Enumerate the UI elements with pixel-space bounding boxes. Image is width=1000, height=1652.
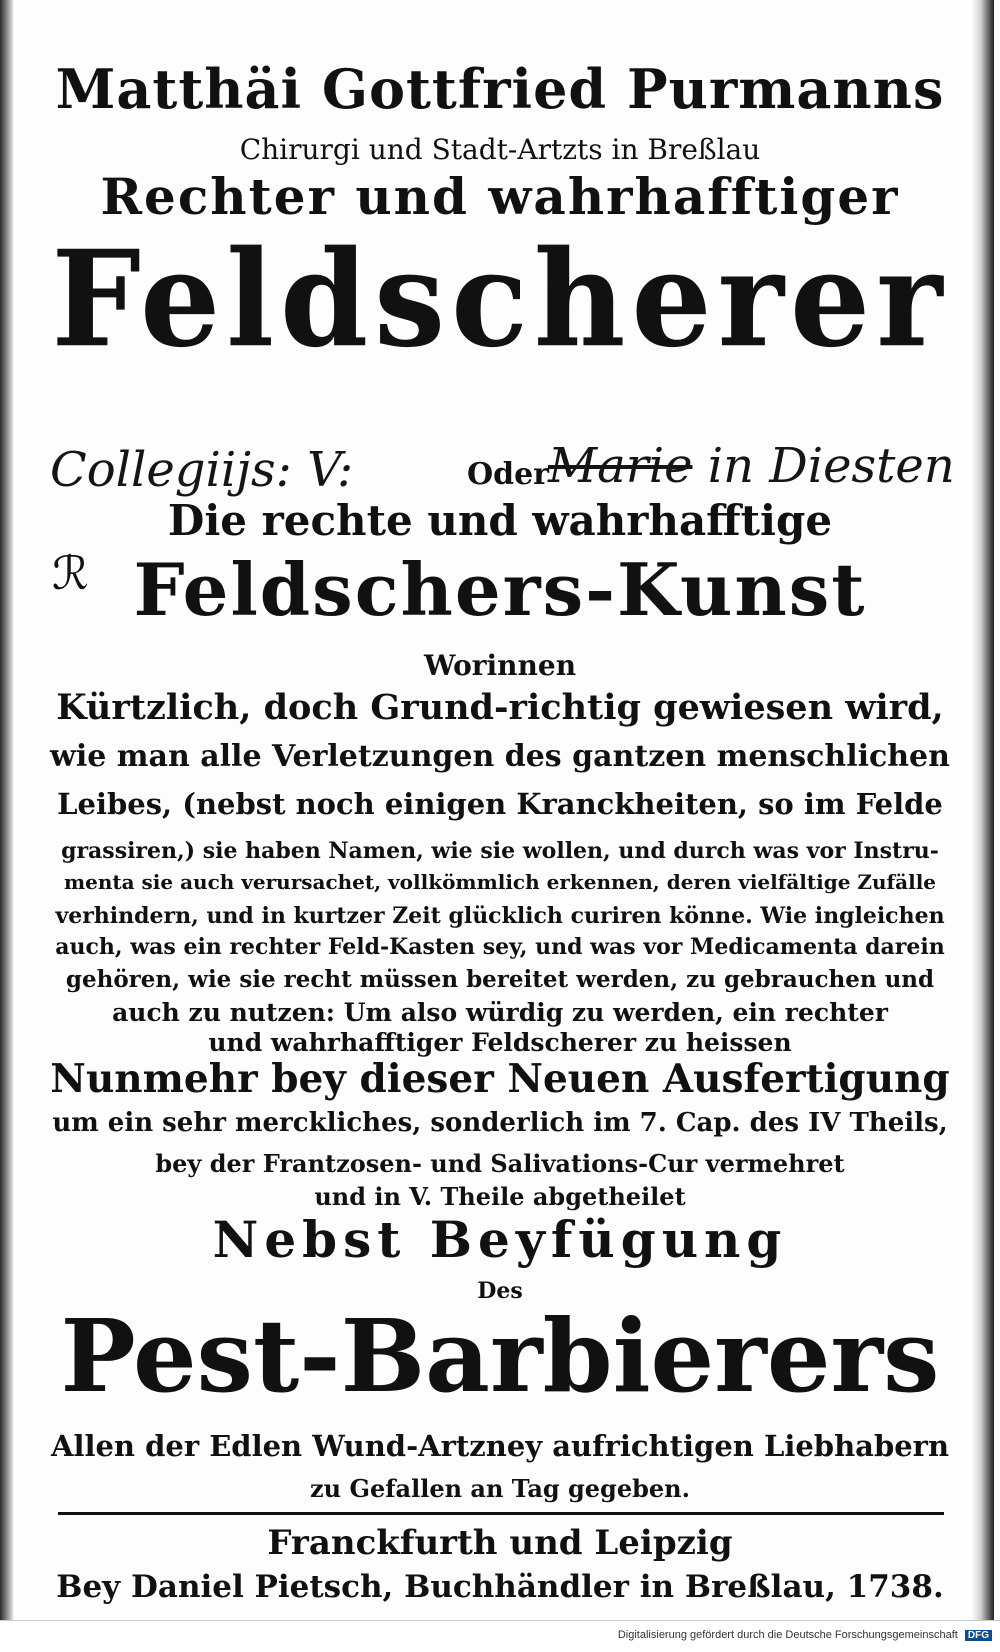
body-line-7: auch, was ein rechter Feld-Kasten sey, und was vor Medicamenta darein xyxy=(55,934,945,960)
handwritten-place: in Diesten xyxy=(692,438,955,494)
body-line-4: grassiren,) sie haben Namen, wie sie wollen, und durch was vor Instru- xyxy=(61,838,939,864)
dedication-line-2: zu Gefallen an Tag gegeben. xyxy=(310,1474,690,1503)
subtitle-line: Die rechte und wahrhafftige xyxy=(167,496,833,545)
body-line-2: wie man alle Verletzungen des gantzen menschlichen xyxy=(50,739,950,774)
body-line-1: Kürtzlich, doch Grund-richtig gewiesen wird, xyxy=(56,687,944,728)
divider-rule xyxy=(58,1512,944,1515)
dfg-logo-icon: DFG xyxy=(965,1630,992,1641)
body-line-9: auch zu nutzen: Um also würdig zu werden, ein rechter xyxy=(112,998,888,1027)
body-line-6: verhindern, und in kurtzer Zeit glücklich curiren könne. Wie ingleichen xyxy=(55,903,945,929)
role-line: Chirurgi und Stadt-Artzts in Breßlau xyxy=(239,133,761,166)
body-line-5: menta sie auch verursachet, vollkömmlich erkennen, deren vielfältige Zufälle xyxy=(63,870,937,894)
digitization-footer xyxy=(0,1620,1000,1652)
des-line: Des xyxy=(477,1278,523,1304)
body-line-10: und wahrhafftiger Feldscherer zu heissen xyxy=(208,1028,792,1057)
body-line-3: Leibes, (nebst noch einigen Kranckheiten, so im Felde xyxy=(57,787,943,821)
handwritten-mark: ℛ xyxy=(52,546,89,600)
imprint-place: Franckfurth und Leipzig xyxy=(267,1523,733,1563)
struck-word: Marie xyxy=(548,438,693,494)
main-title: Feldscherer xyxy=(51,221,949,377)
imprint-publisher: Bey Daniel Pietsch, Buchhändler in Breßlau, 1738. xyxy=(56,1569,944,1605)
edition-detail-2: bey der Frantzosen- und Salivations-Cur vermehret xyxy=(155,1149,845,1178)
footer-credit-text: Digitalisierung gefördert durch die Deutsche Forschungsgemeinschaft xyxy=(617,1629,958,1641)
oder-line xyxy=(0,457,1000,492)
edition-detail: um ein sehr merckliches, sonderlich im 7. Cap. des IV Theils, xyxy=(52,1108,948,1138)
body-line-8: gehören, wie sie recht müssen bereitet werden, zu gebrauchen und xyxy=(65,966,935,993)
footer-credit xyxy=(618,1629,992,1641)
nebst-line: Nebst Beyfügung xyxy=(212,1210,788,1269)
subtitle-main: Feldschers-Kunst xyxy=(133,547,867,632)
edition-detail-3: und in V. Theile abgetheilet xyxy=(314,1182,686,1211)
pest-title: Pest-Barbierers xyxy=(60,1297,940,1415)
handwritten-note-left: Collegiijs: V: xyxy=(50,442,354,498)
adjective-line: Rechter und wahrhafftiger xyxy=(100,167,900,226)
dedication-line: Allen der Edlen Wund-Artzney aufrichtigen Liebhabern xyxy=(50,1429,950,1463)
author-line: Matthäi Gottfried Purmanns xyxy=(55,57,945,121)
edition-line: Nunmehr bey dieser Neuen Ausfertigung xyxy=(50,1056,950,1102)
oder-word: Oder xyxy=(466,457,549,492)
worinnen-line: Worinnen xyxy=(423,649,577,682)
